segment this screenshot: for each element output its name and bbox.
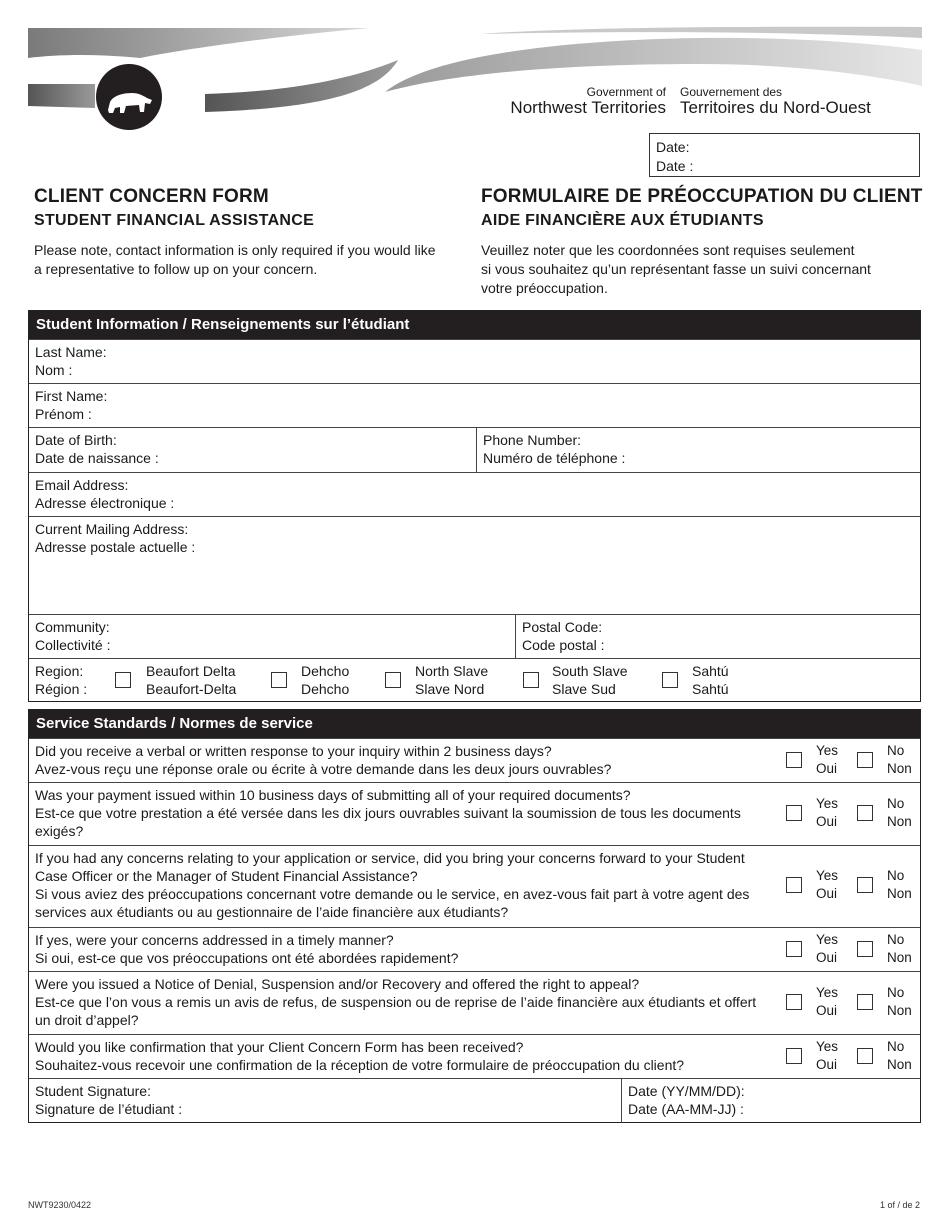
yes-label-fr: Oui — [816, 1003, 838, 1018]
email-row — [29, 472, 920, 516]
question-row — [29, 927, 920, 971]
question-line-en: Case Officer or the Manager of Student Financial Assistance? — [35, 868, 418, 884]
question-row — [29, 1034, 920, 1078]
address-label-fr: Adresse postale actuelle : — [35, 539, 196, 555]
yes-checkbox[interactable] — [786, 1048, 802, 1064]
last-name-field[interactable] — [29, 340, 920, 383]
intro-text-en — [34, 241, 464, 279]
no-label-en: No — [887, 1039, 905, 1054]
question-line-en: If you had any concerns relating to your application or service, did you bring your concerns forward to your Student — [35, 850, 745, 866]
region-label-fr: Région : — [35, 681, 88, 697]
question-text — [35, 931, 775, 967]
region-checkbox-dehcho[interactable] — [271, 672, 287, 688]
yes-checkbox[interactable] — [786, 752, 802, 768]
date-label-en: Date: — [656, 139, 690, 155]
first-name-row — [29, 383, 920, 427]
question-line-en: Were you issued a Notice of Denial, Suspension and/or Recovery and offered the right to appeal? — [35, 976, 640, 992]
community-field[interactable] — [29, 615, 515, 658]
phone-label-fr: Numéro de téléphone : — [483, 450, 626, 466]
yes-option — [816, 1038, 838, 1074]
last-name-label-fr: Nom : — [35, 362, 73, 378]
intro-fr-line: votre préoccupation. — [481, 280, 608, 296]
no-option — [887, 867, 912, 903]
region-option-fr: Sahtú — [692, 681, 729, 697]
first-name-field[interactable] — [29, 384, 920, 427]
region-label-en: Region: — [35, 663, 84, 679]
question-text — [35, 1038, 775, 1074]
no-checkbox[interactable] — [857, 1048, 873, 1064]
region-option-en: Beaufort Delta — [146, 663, 236, 679]
dob-label-en: Date of Birth: — [35, 432, 117, 448]
yes-checkbox[interactable] — [786, 941, 802, 957]
form-code: NWT9230/0422 — [28, 1200, 92, 1210]
yes-checkbox[interactable] — [786, 994, 802, 1010]
service-standards-heading: Service Standards / Normes de service — [29, 710, 920, 738]
form-title-fr: FORMULAIRE DE PRÉOCCUPATION DU CLIENT — [481, 186, 923, 207]
form-title-en: CLIENT CONCERN FORM — [34, 186, 269, 207]
region-option-beaufort-delta — [146, 662, 236, 698]
question-line-fr: un droit d’appel? — [35, 1012, 139, 1028]
intro-en-line: Please note, contact information is only required if you would like — [34, 242, 436, 258]
email-label-en: Email Address: — [35, 477, 129, 493]
intro-text-fr — [481, 241, 911, 298]
no-option — [887, 742, 912, 778]
email-label-fr: Adresse électronique : — [35, 495, 175, 511]
yes-label-en: Yes — [816, 932, 839, 947]
phone-label-en: Phone Number: — [483, 432, 582, 448]
region-option-north-slave — [415, 662, 488, 698]
yes-label-en: Yes — [816, 796, 839, 811]
question-row — [29, 971, 920, 1034]
no-checkbox[interactable] — [857, 752, 873, 768]
address-label-en: Current Mailing Address: — [35, 521, 189, 537]
yes-label-en: Yes — [816, 985, 839, 1000]
signature-row — [29, 1078, 920, 1123]
no-checkbox[interactable] — [857, 805, 873, 821]
yes-label-en: Yes — [816, 743, 839, 758]
gov-en-big: Northwest Territories — [510, 98, 666, 118]
form-subtitle-fr: AIDE FINANCIÈRE AUX ÉTUDIANTS — [481, 212, 764, 229]
community-label-fr: Collectivité : — [35, 637, 111, 653]
dob-phone-row — [29, 427, 920, 472]
signature-label-fr: Signature de l’étudiant : — [35, 1101, 183, 1117]
region-checkbox-north-slave[interactable] — [385, 672, 401, 688]
yes-option — [816, 742, 838, 778]
no-label-fr: Non — [887, 950, 912, 965]
signature-date-label-en: Date (YY/MM/DD): — [628, 1083, 745, 1099]
question-row — [29, 738, 920, 782]
yes-label-fr: Oui — [816, 886, 838, 901]
no-label-en: No — [887, 868, 905, 883]
question-line-fr: Souhaitez-vous recevoir une confirmation de la réception de votre formulaire de préoccupation du client? — [35, 1057, 685, 1073]
yes-label-fr: Oui — [816, 1057, 838, 1072]
no-label-fr: Non — [887, 814, 912, 829]
region-option-fr: Beaufort-Delta — [146, 681, 237, 697]
yes-option — [816, 795, 838, 831]
last-name-row — [29, 339, 920, 383]
no-label-fr: Non — [887, 1057, 912, 1072]
question-row — [29, 782, 920, 845]
address-row — [29, 516, 920, 614]
question-line-fr: Si vous aviez des préoccupations concernant votre demande ou le service, en avez-vous fait part à votre agent des — [35, 886, 750, 902]
no-label-fr: Non — [887, 886, 912, 901]
government-name-fr — [680, 86, 920, 118]
no-checkbox[interactable] — [857, 994, 873, 1010]
question-text — [35, 786, 775, 840]
region-checkbox-sahtu[interactable] — [662, 672, 678, 688]
form-subtitle-en: STUDENT FINANCIAL ASSISTANCE — [34, 212, 315, 229]
region-option-dehcho — [301, 662, 349, 698]
no-label-en: No — [887, 796, 905, 811]
yes-label-fr: Oui — [816, 761, 838, 776]
signature-date-label-fr: Date (AA-MM-JJ) : — [628, 1101, 744, 1117]
region-row — [29, 658, 920, 701]
no-option — [887, 1038, 912, 1074]
no-label-en: No — [887, 932, 905, 947]
question-line-en: Was your payment issued within 10 business days of submitting all of your required documents? — [35, 787, 631, 803]
no-checkbox[interactable] — [857, 877, 873, 893]
yes-option — [816, 867, 838, 903]
first-name-label-en: First Name: — [35, 388, 108, 404]
yes-label-fr: Oui — [816, 814, 838, 829]
yes-label-en: Yes — [816, 1039, 839, 1054]
government-name-en — [500, 86, 666, 118]
gov-en-small: Government of — [586, 85, 666, 99]
question-text — [35, 849, 775, 921]
question-line-en: Would you like confirmation that your Client Concern Form has been received? — [35, 1039, 524, 1055]
question-line-fr: Est-ce que l’on vous a remis un avis de refus, de suspension ou de reprise de l’aide financière aux étudiants et offert — [35, 994, 757, 1010]
intro-en-line: a representative to follow up on your concern. — [34, 261, 318, 277]
no-label-en: No — [887, 743, 905, 758]
yes-checkbox[interactable] — [786, 877, 802, 893]
date-of-birth-field[interactable] — [29, 428, 476, 472]
no-option — [887, 984, 912, 1020]
region-option-en: North Slave — [415, 663, 489, 679]
question-line-fr: Avez-vous reçu une réponse orale ou écrite à votre demande dans les deux jours ouvrables? — [35, 761, 612, 777]
region-option-fr: Slave Sud — [552, 681, 616, 697]
yes-option — [816, 931, 838, 967]
no-label-fr: Non — [887, 761, 912, 776]
question-line-fr: services aux étudiants ou au gestionnaire de l’aide financière aux étudiants? — [35, 904, 509, 920]
no-checkbox[interactable] — [857, 941, 873, 957]
polar-bear-logo-icon — [96, 64, 162, 130]
student-signature-field[interactable] — [29, 1079, 621, 1123]
gov-fr-small: Gouvernement des — [680, 85, 783, 99]
yes-option — [816, 984, 838, 1020]
date-label-fr: Date : — [656, 158, 694, 174]
question-line-en: Did you receive a verbal or written response to your inquiry within 2 business days? — [35, 743, 552, 759]
question-text — [35, 742, 775, 778]
page-number: 1 of / de 2 — [879, 1200, 920, 1210]
no-label-en: No — [887, 985, 905, 1000]
region-option-en: South Slave — [552, 663, 628, 679]
postal-label-en: Postal Code: — [522, 619, 603, 635]
region-checkbox-south-slave[interactable] — [523, 672, 539, 688]
yes-label-en: Yes — [816, 868, 839, 883]
dob-label-fr: Date de naissance : — [35, 450, 159, 466]
community-postal-row — [29, 614, 920, 658]
region-option-sahtu — [692, 662, 729, 698]
question-line-en: If yes, were your concerns addressed in a timely manner? — [35, 932, 394, 948]
postal-code-field[interactable] — [515, 615, 920, 658]
region-option-south-slave — [552, 662, 628, 698]
region-label — [35, 662, 87, 698]
yes-label-fr: Oui — [816, 950, 838, 965]
first-name-label-fr: Prénom : — [35, 406, 92, 422]
student-info-heading: Student Information / Renseignements sur l’étudiant — [29, 311, 920, 339]
phone-number-field[interactable] — [476, 428, 920, 472]
date-field[interactable] — [649, 133, 920, 177]
intro-fr-line: si vous souhaitez qu’un représentant fasse un suivi concernant — [481, 261, 871, 277]
region-option-fr: Dehcho — [301, 681, 350, 697]
no-option — [887, 931, 912, 967]
intro-fr-line: Veuillez noter que les coordonnées sont requises seulement — [481, 242, 855, 258]
question-line-fr: Est-ce que votre prestation a été versée dans les dix jours ouvrables suivant la soumission de tous les documents — [35, 805, 741, 821]
question-line-fr: Si oui, est-ce que vos préoccupations ont été abordées rapidement? — [35, 950, 459, 966]
community-label-en: Community: — [35, 619, 110, 635]
question-text — [35, 975, 775, 1029]
service-standards-section — [28, 709, 921, 1123]
question-row — [29, 845, 920, 927]
last-name-label-en: Last Name: — [35, 344, 107, 360]
no-option — [887, 795, 912, 831]
region-option-fr: Slave Nord — [415, 681, 485, 697]
gov-fr-big: Territoires du Nord-Ouest — [680, 98, 871, 118]
email-field[interactable] — [29, 473, 920, 516]
no-label-fr: Non — [887, 1003, 912, 1018]
yes-checkbox[interactable] — [786, 805, 802, 821]
region-option-en: Dehcho — [301, 663, 350, 679]
signature-date-field[interactable] — [621, 1079, 920, 1123]
region-checkbox-beaufort-delta[interactable] — [115, 672, 131, 688]
question-line-fr: exigés? — [35, 823, 84, 839]
signature-label-en: Student Signature: — [35, 1083, 151, 1099]
mailing-address-field[interactable] — [29, 517, 920, 614]
postal-label-fr: Code postal : — [522, 637, 605, 653]
student-information-section — [28, 310, 921, 702]
region-option-en: Sahtú — [692, 663, 729, 679]
